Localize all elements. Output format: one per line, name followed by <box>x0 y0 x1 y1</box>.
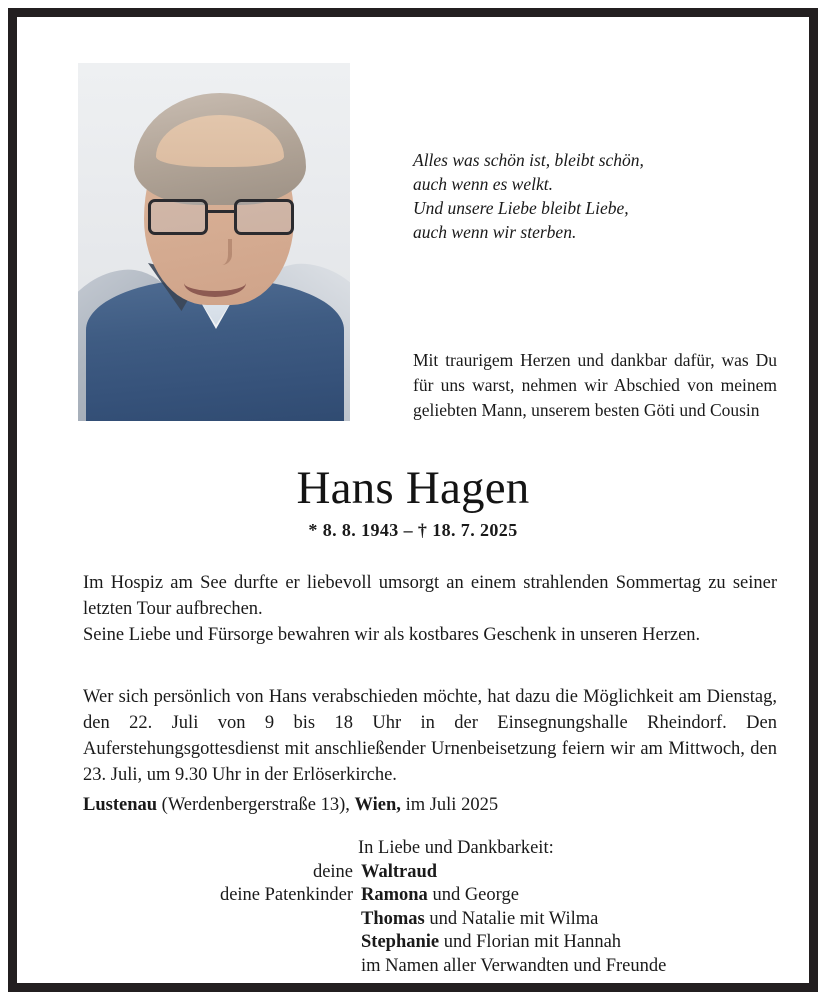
family-name-rest: im Namen aller Verwandten und Freunde <box>361 955 667 976</box>
photo-glasses-bridge <box>208 210 234 213</box>
family-name-bold: Thomas <box>361 908 425 929</box>
family-name-rest: und Florian mit Hannah <box>439 932 622 952</box>
street-address: (Werdenbergerstraße 13), <box>157 795 355 815</box>
memorial-verse <box>413 148 743 244</box>
obituary-paragraph-2: Wer sich persönlich von Hans verabschieden möchte, hat dazu die Möglichkeit am Dienstag, den 22. Juli von 9 bis 18 Uhr in der Einsegnungshalle Rheindorf. Den Auferstehungsgottesdienst mit anschließender Urnenbeisetzung feiern wir am Mittwoch, den 23. Juli, um 9.30 Uhr in der Erlöserkirche. <box>83 687 777 785</box>
verse-line-1: Alles was schön ist, bleibt schön, <box>413 150 644 170</box>
photo-mouth <box>184 269 246 297</box>
family-name-bold: Waltraud <box>361 861 438 882</box>
family-name-bold: Ramona <box>361 885 428 905</box>
family-relation: deine Patenkinder <box>219 885 353 905</box>
obituary-notice-body <box>17 17 809 983</box>
family-name <box>361 884 519 908</box>
notice-month-year: im Juli 2025 <box>400 795 499 815</box>
family-name <box>361 931 621 955</box>
family-row <box>83 931 777 955</box>
family-relation: deine <box>312 861 353 882</box>
city-secondary: Wien, <box>354 795 401 815</box>
city-primary: Lustenau <box>83 795 158 815</box>
family-row <box>83 884 777 908</box>
family-heading: In Liebe und Dankbarkeit: <box>358 838 554 858</box>
photo-lens-right <box>234 199 294 235</box>
family-signature-block <box>83 837 777 978</box>
family-name-rest: und George <box>427 885 519 905</box>
name-block <box>17 460 809 541</box>
family-name <box>361 861 437 885</box>
verse-line-2: auch wenn es welkt. <box>413 174 553 194</box>
family-name-rest: und Natalie mit Wilma <box>424 908 599 929</box>
obituary-notice-frame <box>8 8 818 992</box>
verse-line-3: Und unsere Liebe bleibt Liebe, <box>413 198 629 218</box>
introduction-text: Mit traurigem Herzen und dankbar dafür, was Du für uns warst, nehmen wir Abschied von meinem geliebten Mann, unserem besten Göti und Cousin <box>413 350 777 420</box>
photo-background <box>78 63 350 421</box>
family-closing <box>361 955 666 979</box>
portrait-photo <box>78 63 350 421</box>
family-name <box>361 908 598 932</box>
family-row <box>83 908 777 932</box>
family-name-bold: Stephanie <box>361 932 440 952</box>
verse-line-4: auch wenn wir sterben. <box>413 222 577 242</box>
family-row <box>83 955 777 979</box>
family-row <box>83 861 777 885</box>
eyeglasses-icon <box>148 199 294 239</box>
obituary-paragraph-1: Im Hospiz am See durfte er liebevoll umsorgt an einem strahlenden Sommertag zu seiner letzten Tour aufbrechen. Seine Liebe und Fürsorge bewahren wir als kostbares Geschenk in unseren Herzen. <box>83 573 777 645</box>
photo-nose <box>206 239 232 265</box>
photo-lens-left <box>148 199 208 235</box>
place-and-date-line <box>83 792 777 818</box>
deceased-name: Hans Hagen <box>296 462 530 514</box>
life-dates: * 8. 8. 1943 – † 18. 7. 2025 <box>308 520 518 540</box>
